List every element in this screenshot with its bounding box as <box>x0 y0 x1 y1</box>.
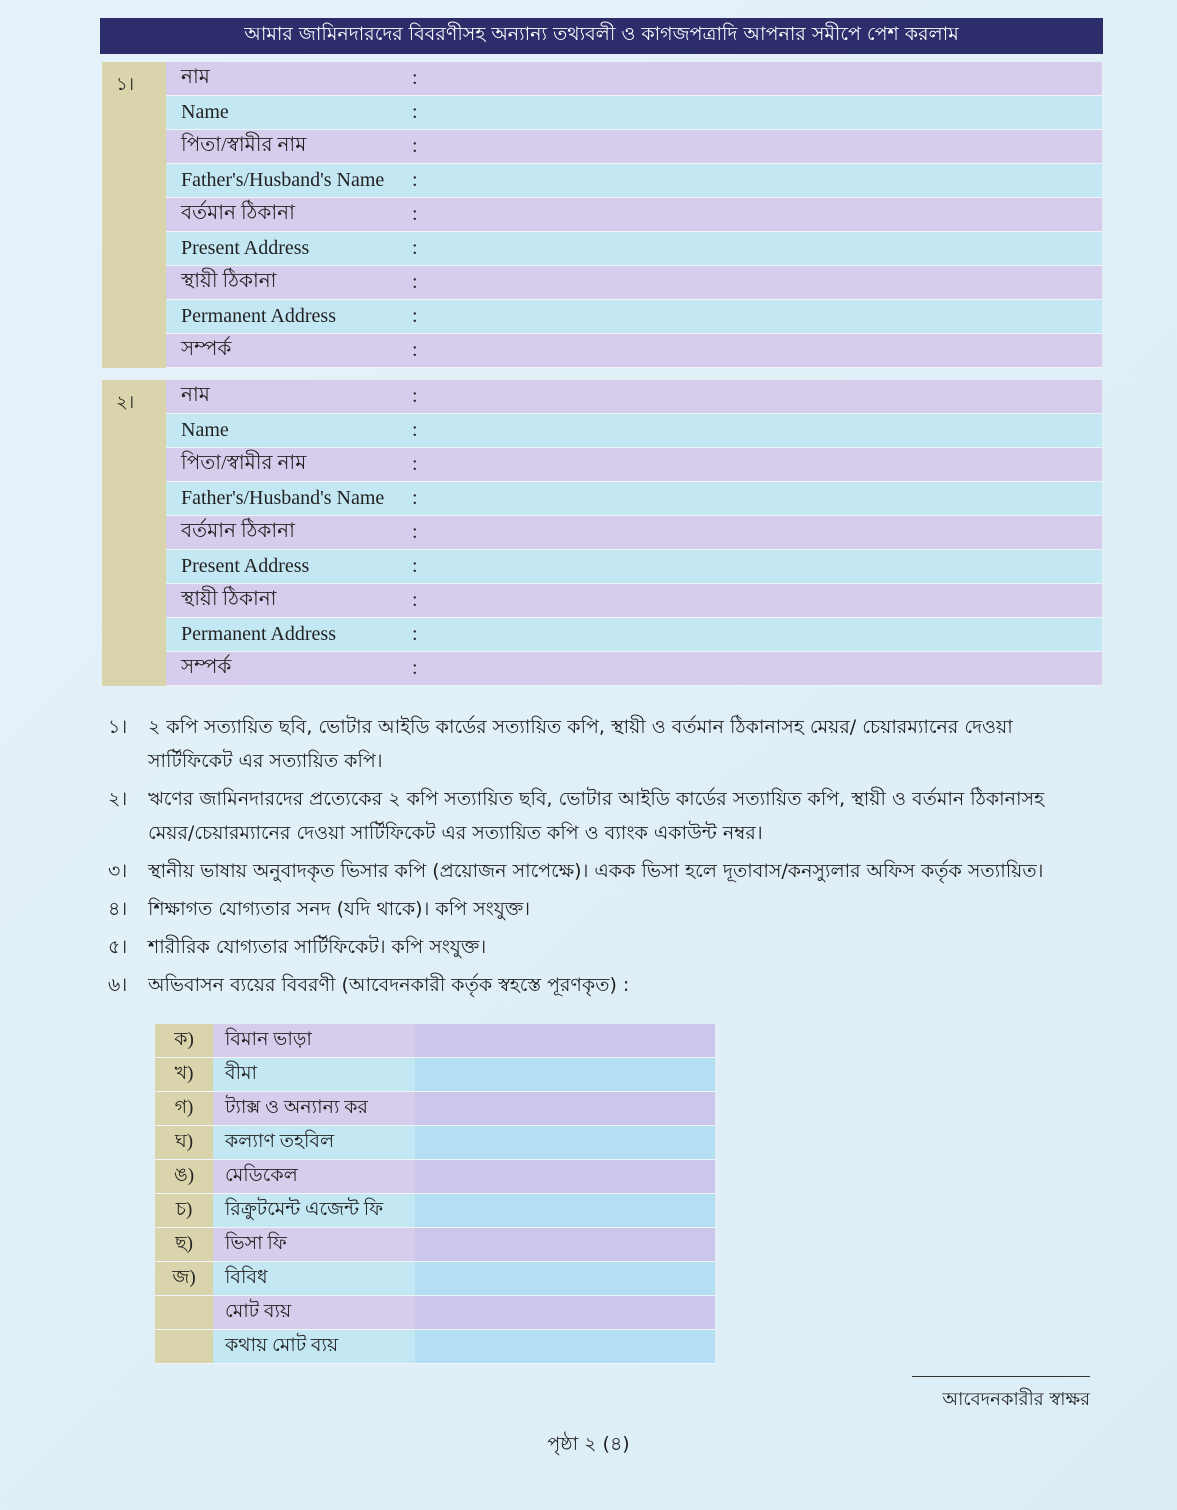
field-input[interactable] <box>432 266 1102 299</box>
item-number: ২। <box>108 788 128 810</box>
colon: : <box>412 271 418 293</box>
expense-amount-input[interactable] <box>415 1296 715 1329</box>
expense-amount-input[interactable] <box>415 1194 715 1227</box>
item-text: শারীরিক যোগ্যতার সার্টিফিকেট। কপি সংযুক্ত। <box>148 936 487 958</box>
field-label: বর্তমান ঠিকানা <box>181 520 295 542</box>
expense-row <box>155 1262 715 1296</box>
expense-key: গ) <box>155 1092 213 1125</box>
field-label: Present Address <box>181 237 310 259</box>
field-label: Name <box>181 419 229 441</box>
field-label: Name <box>181 101 229 123</box>
form-row <box>166 266 1102 300</box>
expense-label: রিক্রুটমেন্ট এজেন্ট ফি <box>213 1194 415 1227</box>
colon: : <box>412 135 418 157</box>
form-row <box>166 618 1102 652</box>
form-row <box>166 334 1102 368</box>
colon: : <box>412 657 418 679</box>
item-text: ঋণের জামিনদারদের প্রত্যেকের ২ কপি সত্যায়িত ছবি, ভোটার আইডি কার্ডের সত্যায়িত কপি, স্থায়ী ও বর্তমান ঠিকানাসহ মেয়র/চেয়ারম্যানের দেওয়া সার্টিফিকেট এর সত্যায়িত কপি ও ব্যাংক একাউন্ট নম্বর। <box>148 788 1045 844</box>
expense-label: বীমা <box>213 1058 415 1091</box>
colon: : <box>412 487 418 509</box>
expense-row <box>155 1296 715 1330</box>
colon: : <box>412 169 418 191</box>
checklist-item <box>108 968 1093 1002</box>
field-input[interactable] <box>432 300 1102 333</box>
colon: : <box>412 203 418 225</box>
item-number: ৫। <box>108 936 128 958</box>
expense-label: বিবিধ <box>213 1262 415 1295</box>
migration-cost-table <box>155 1024 715 1364</box>
form-row <box>166 550 1102 584</box>
field-input[interactable] <box>432 62 1102 95</box>
colon: : <box>412 453 418 475</box>
field-input[interactable] <box>432 516 1102 549</box>
form-row <box>166 96 1102 130</box>
expense-amount-input[interactable] <box>415 1092 715 1125</box>
guarantor-section <box>102 62 1102 368</box>
form-row <box>166 164 1102 198</box>
expense-row <box>155 1126 715 1160</box>
colon: : <box>412 339 418 361</box>
field-input[interactable] <box>432 380 1102 413</box>
field-input[interactable] <box>432 96 1102 129</box>
expense-amount-input[interactable] <box>415 1126 715 1159</box>
expense-label: কল্যাণ তহবিল <box>213 1126 415 1159</box>
document-checklist <box>108 710 1093 1002</box>
field-input[interactable] <box>432 164 1102 197</box>
item-text: ২ কপি সত্যায়িত ছবি, ভোটার আইডি কার্ডের সত্যায়িত কপি, স্থায়ী ও বর্তমান ঠিকানাসহ মেয়র/ চেয়ারম্যানের দেওয়া সার্টিফিকেট এর সত্যায়িত কপি। <box>148 716 1013 772</box>
field-label: পিতা/স্বামীর নাম <box>181 134 307 156</box>
lower-content <box>0 710 1177 1472</box>
expense-row <box>155 1330 715 1364</box>
checklist-item <box>108 930 1093 964</box>
item-number: ৩। <box>108 860 128 882</box>
form-row <box>166 516 1102 550</box>
expense-row <box>155 1024 715 1058</box>
field-label: Permanent Address <box>181 305 336 327</box>
form-row <box>166 652 1102 686</box>
field-label: নাম <box>181 66 210 88</box>
colon: : <box>412 385 418 407</box>
form-row <box>166 232 1102 266</box>
item-number: ১। <box>108 716 128 738</box>
expense-row <box>155 1160 715 1194</box>
item-number: ৬। <box>108 974 128 996</box>
expense-key: ছ) <box>155 1228 213 1261</box>
expense-amount-input[interactable] <box>415 1262 715 1295</box>
guarantor-number: ২। <box>102 380 166 686</box>
form-row <box>166 584 1102 618</box>
expense-label: ভিসা ফি <box>213 1228 415 1261</box>
colon: : <box>412 305 418 327</box>
field-label: Present Address <box>181 555 310 577</box>
field-input[interactable] <box>432 130 1102 163</box>
colon: : <box>412 521 418 543</box>
colon: : <box>412 589 418 611</box>
form-row <box>166 62 1102 96</box>
expense-amount-input[interactable] <box>415 1228 715 1261</box>
field-input[interactable] <box>432 232 1102 265</box>
form-row <box>166 380 1102 414</box>
field-input[interactable] <box>432 584 1102 617</box>
expense-key: ঘ) <box>155 1126 213 1159</box>
page-number: পৃষ্ঠা ২ (৪) <box>547 1433 630 1455</box>
checklist-item <box>108 892 1093 926</box>
expense-row <box>155 1194 715 1228</box>
field-label: বর্তমান ঠিকানা <box>181 202 295 224</box>
field-label: স্থায়ী ঠিকানা <box>181 588 277 610</box>
colon: : <box>412 101 418 123</box>
expense-key: চ) <box>155 1194 213 1227</box>
form-row <box>166 414 1102 448</box>
section-header: আমার জামিনদারদের বিবরণীসহ অন্যান্য তথ্যবলী ও কাগজপত্রাদি আপনার সমীপে পেশ করলাম <box>100 18 1103 54</box>
expense-amount-input[interactable] <box>415 1160 715 1193</box>
item-text: স্থানীয় ভাষায় অনুবাদকৃত ভিসার কপি (প্রয়োজন সাপেক্ষে)। একক ভিসা হলে দূতাবাস/কনস্যুলার অফিস কর্তৃক সত্যায়িত। <box>148 860 1044 882</box>
form-row <box>166 300 1102 334</box>
field-input[interactable] <box>432 448 1102 481</box>
field-input[interactable] <box>432 482 1102 515</box>
expense-key: ঙ) <box>155 1160 213 1193</box>
expense-key: ক) <box>155 1024 213 1057</box>
cost-and-signature <box>0 1024 1177 1416</box>
field-label: নাম <box>181 384 210 406</box>
field-label: সম্পর্ক <box>181 338 232 360</box>
form-row <box>166 130 1102 164</box>
expense-label: ট্যাক্স ও অন্যান্য কর <box>213 1092 415 1125</box>
expense-key: জ) <box>155 1262 213 1295</box>
expense-amount-input[interactable] <box>415 1058 715 1091</box>
expense-label: বিমান ভাড়া <box>213 1024 415 1057</box>
expense-row <box>155 1092 715 1126</box>
applicant-signature-label: আবেদনকারীর স্বাক্ষর <box>942 1389 1090 1410</box>
expense-amount-input[interactable] <box>415 1024 715 1057</box>
field-label: Permanent Address <box>181 623 336 645</box>
field-label: Father's/Husband's Name <box>181 169 385 191</box>
colon: : <box>412 419 418 441</box>
expense-label: মোট ব্যয় <box>213 1296 415 1329</box>
expense-amount-input[interactable] <box>415 1330 715 1363</box>
signature-line <box>912 1376 1090 1416</box>
expense-key <box>155 1330 213 1363</box>
field-label: Father's/Husband's Name <box>181 487 385 509</box>
expense-key: খ) <box>155 1058 213 1091</box>
field-label: স্থায়ী ঠিকানা <box>181 270 277 292</box>
form-row <box>166 482 1102 516</box>
field-input[interactable] <box>432 414 1102 447</box>
field-input[interactable] <box>432 334 1102 367</box>
item-text: অভিবাসন ব্যয়ের বিবরণী (আবেদনকারী কর্তৃক স্বহস্তে পূরণকৃত) : <box>148 974 630 996</box>
field-input[interactable] <box>432 618 1102 651</box>
field-input[interactable] <box>432 198 1102 231</box>
expense-label: মেডিকেল <box>213 1160 415 1193</box>
item-text: শিক্ষাগত যোগ্যতার সনদ (যদি থাকে)। কপি সংযুক্ত। <box>148 898 531 920</box>
colon: : <box>412 67 418 89</box>
colon: : <box>412 237 418 259</box>
expense-label: কথায় মোট ব্যয় <box>213 1330 415 1363</box>
field-input[interactable] <box>432 550 1102 583</box>
checklist-item <box>108 710 1093 778</box>
field-label: পিতা/স্বামীর নাম <box>181 452 307 474</box>
field-input[interactable] <box>432 652 1102 685</box>
checklist-item <box>108 854 1093 888</box>
colon: : <box>412 623 418 645</box>
guarantor-section <box>102 380 1102 686</box>
checklist-item <box>108 782 1093 850</box>
expense-key <box>155 1296 213 1329</box>
expense-row <box>155 1058 715 1092</box>
expense-row <box>155 1228 715 1262</box>
form-row <box>166 448 1102 482</box>
form-row <box>166 198 1102 232</box>
item-number: ৪। <box>108 898 128 920</box>
field-label: সম্পর্ক <box>181 656 232 678</box>
colon: : <box>412 555 418 577</box>
guarantor-number: ১। <box>102 62 166 368</box>
